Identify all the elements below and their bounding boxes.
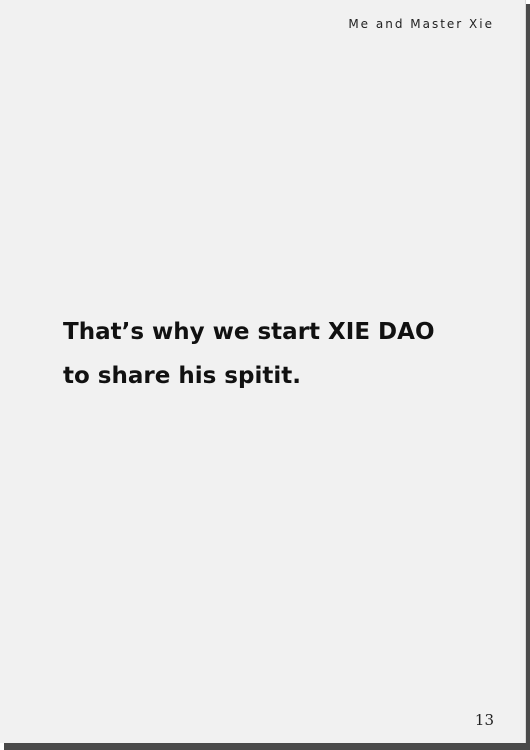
page-number: 13 xyxy=(474,711,494,729)
page-shadow-bottom xyxy=(4,743,530,750)
page-shadow-right xyxy=(526,4,530,750)
running-header: Me and Master Xie xyxy=(348,17,494,31)
statement-line-1: That’s why we start XIE DAO xyxy=(63,319,435,345)
main-statement xyxy=(63,310,503,398)
statement-line-2: to share his spitit. xyxy=(63,363,301,389)
